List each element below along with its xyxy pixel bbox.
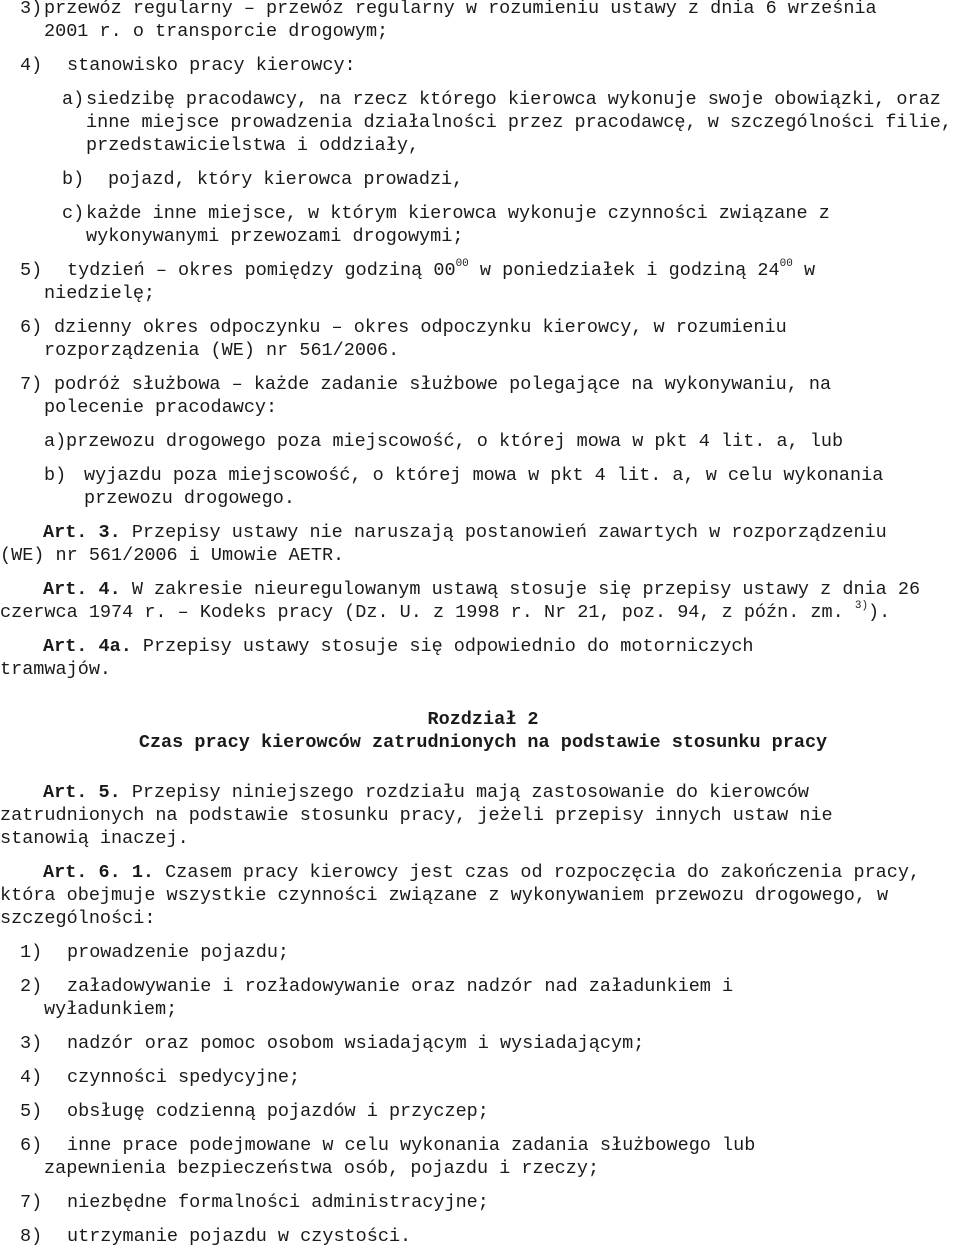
- sub-item-text: siedzibę pracodawcy, na rzecz którego kierowca wykonuje swoje obowiązki, oraz inne miejsce prowadzenia działalności przez pracodawcę, w szczególności filie, przedstawicielstwa i oddziały,: [86, 89, 952, 156]
- item-text: inne prace podejmowane w celu wykonania zadania służbowego lub zapewnienia bezpieczeństwa osób, pojazdu i rzeczy;: [44, 1135, 756, 1179]
- article-5: [0, 781, 930, 850]
- article-text: Przepisy niniejszego rozdziału mają zastosowanie do kierowców zatrudnionych na podstawie stosunku pracy, jeżeli przepisy innych ustaw nie stanowią inaczej.: [0, 782, 833, 849]
- sub-item-7a: [0, 430, 960, 453]
- item-text: nadzór oraz pomoc osobom wsiadającym i wysiadającym;: [67, 1033, 645, 1054]
- article-text-tail: ).: [868, 602, 891, 623]
- item-text: niezbędne formalności administracyjne;: [67, 1192, 489, 1213]
- list-item-7: [0, 373, 960, 419]
- item-text: prowadzenie pojazdu;: [67, 942, 290, 963]
- sub-item-7b: [0, 464, 960, 510]
- sub-item-letter: b): [62, 169, 85, 190]
- item-text: przewóz regularny – przewóz regularny w rozumieniu ustawy z dnia 6 września 2001 r. o transporcie drogowym;: [44, 0, 877, 42]
- list-item-6: [0, 316, 960, 362]
- item-text: podróż służbowa – każde zadanie służbowe polegające na wykonywaniu, na polecenie pracodawcy:: [44, 374, 832, 418]
- item-number: 5): [20, 1101, 43, 1122]
- chapter-title: Rozdział 2: [427, 709, 539, 730]
- article-label: Art. 5.: [43, 782, 121, 803]
- item-number: 1): [20, 942, 43, 963]
- article-text: W zakresie nieuregulowanym ustawą stosuje się przepisy ustawy z dnia 26 czerwca 1974 r. – Kodeks pracy (Dz. U. z 1998 r. Nr 21, poz. 94, z późn. zm.: [0, 579, 921, 623]
- item-number: 7): [20, 1192, 43, 1213]
- item-number: 4): [20, 55, 43, 76]
- art6-item-8: [0, 1225, 960, 1248]
- item-text-part: tydzień – okres pomiędzy godziną 00: [67, 260, 456, 281]
- sub-item-text: pojazd, który kierowca prowadzi,: [108, 169, 464, 190]
- item-text-part: w poniedziałek i godziną 24: [468, 260, 780, 281]
- item-text: dzienny okres odpoczynku – okres odpoczynku kierowcy, w rozumieniu rozporządzenia (WE) nr 561/2006.: [44, 317, 787, 361]
- sub-item-text: wyjazdu poza miejscowość, o której mowa w pkt 4 lit. a, w celu wykonania przewozu drogowego.: [84, 465, 884, 509]
- superscript: 00: [779, 257, 793, 270]
- art6-item-1: [0, 941, 960, 964]
- item-number: 6): [20, 317, 43, 338]
- article-label: Art. 3.: [43, 522, 121, 543]
- item-number: 3): [20, 1033, 43, 1054]
- item-text: utrzymanie pojazdu w czystości.: [67, 1226, 412, 1247]
- paragraph-number: 1.: [131, 862, 155, 883]
- sub-item-4a: [0, 88, 960, 157]
- article-3: [0, 521, 920, 567]
- article-text: Przepisy ustawy nie naruszają postanowień zawartych w rozporządzeniu (WE) nr 561/2006 i Umowie AETR.: [0, 522, 887, 566]
- item-number: 6): [20, 1135, 43, 1156]
- sub-item-letter: b): [44, 465, 67, 486]
- sub-item-letter: a): [44, 431, 67, 452]
- article-text: Przepisy ustawy stosuje się odpowiednio do motorniczych tramwajów.: [0, 636, 754, 680]
- article-label: Art. 6.: [43, 862, 121, 883]
- footnote-ref: 3): [854, 599, 869, 612]
- art6-item-2: [0, 975, 960, 1021]
- article-label: Art. 4a.: [43, 636, 132, 657]
- list-item-5: [0, 259, 960, 305]
- item-number: 2): [20, 976, 43, 997]
- art6-item-4: [0, 1066, 960, 1089]
- chapter-subtitle: Czas pracy kierowców zatrudnionych na podstawie stosunku pracy: [138, 732, 828, 753]
- sub-item-4b: [0, 168, 960, 191]
- item-text: załadowywanie i rozładowywanie oraz nadzór nad załadunkiem i wyładunkiem;: [44, 976, 734, 1020]
- article-text: Czasem pracy kierowcy jest czas od rozpoczęcia do zakończenia pracy, która obejmuje wszystkie czynności związane z wykonywaniem przewozu drogowego, w szczególności:: [0, 862, 921, 929]
- art6-item-6: [0, 1134, 960, 1180]
- art6-item-7: [0, 1191, 960, 1214]
- article-6: [0, 861, 945, 930]
- sub-item-text: każde inne miejsce, w którym kierowca wykonuje czynności związane z wykonywanymi przewozami drogowymi;: [86, 203, 830, 247]
- sub-item-text: przewozu drogowego poza miejscowość, o której mowa w pkt 4 lit. a, lub: [66, 431, 844, 452]
- superscript: 00: [455, 257, 469, 270]
- item-text: stanowisko pracy kierowcy:: [67, 55, 356, 76]
- art6-item-5: [0, 1100, 960, 1123]
- item-number: 5): [20, 260, 43, 281]
- art6-item-3: [0, 1032, 960, 1055]
- article-4: [0, 578, 930, 624]
- item-number: 8): [20, 1226, 43, 1247]
- item-text: [44, 259, 924, 305]
- sub-item-letter: a): [62, 89, 85, 110]
- item-number: 3): [20, 0, 43, 19]
- item-number: 7): [20, 374, 43, 395]
- article-4a: [0, 635, 860, 681]
- sub-item-letter: c): [62, 203, 85, 224]
- list-item-4: [0, 54, 960, 77]
- item-text: obsługę codzienną pojazdów i przyczep;: [67, 1101, 489, 1122]
- article-label: Art. 4.: [43, 579, 121, 600]
- item-text-part: w niedzielę;: [44, 260, 816, 304]
- item-text: czynności spedycyjne;: [67, 1067, 301, 1088]
- item-number: 4): [20, 1067, 43, 1088]
- sub-item-4c: [0, 202, 960, 248]
- list-item-3: [0, 0, 960, 43]
